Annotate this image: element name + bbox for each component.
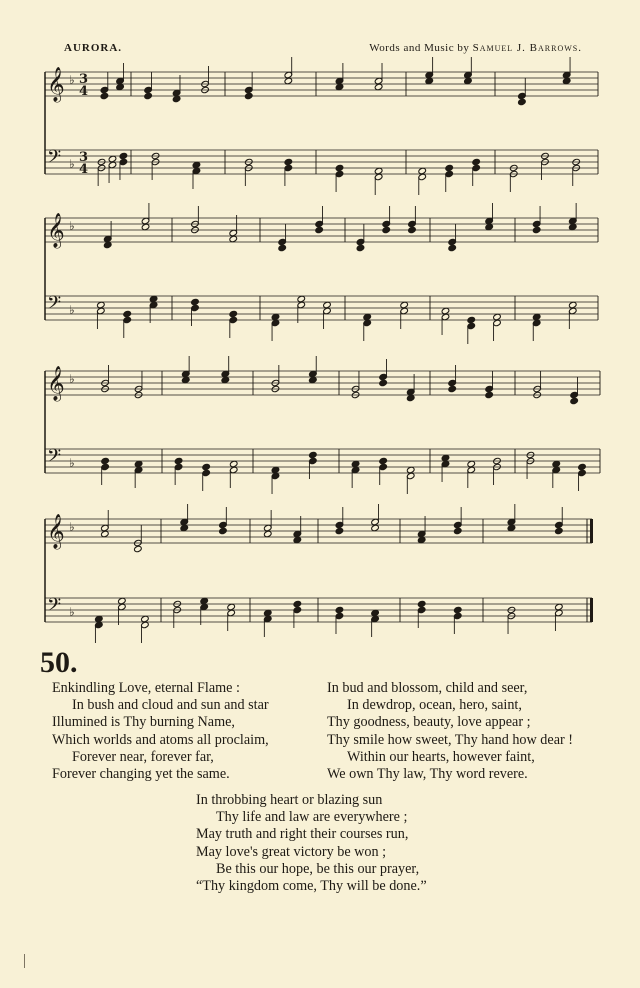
note-head [309, 451, 318, 458]
note-head [284, 77, 293, 84]
key-signature-flat-icon: ♭ [69, 73, 75, 87]
note-head [445, 164, 454, 171]
note-head [371, 609, 380, 616]
time-signature-top: 3 [79, 150, 89, 165]
stanza-2-line: Thy smile how sweet, Thy hand how dear ! [327, 731, 573, 748]
credit-author: Samuel J. Barrows. [472, 42, 582, 54]
note-head [552, 460, 561, 467]
note-head [578, 463, 587, 470]
music-system-1 [45, 57, 598, 195]
key-signature-flat-icon: ♭ [69, 456, 75, 470]
note-head [441, 307, 450, 314]
note-head [555, 603, 564, 610]
note-head [568, 223, 577, 230]
note-head [221, 376, 230, 383]
note-head [271, 466, 280, 473]
note-head [227, 603, 236, 610]
note-head [191, 298, 200, 305]
note-head [532, 226, 541, 233]
note-head [417, 536, 426, 543]
note-head [351, 460, 360, 467]
stanza-2-line: In dewdrop, ocean, hero, saint, [347, 697, 522, 714]
note-head [297, 295, 306, 302]
key-signature-flat-icon: ♭ [69, 372, 75, 386]
bass-clef-icon: 𝄢 [47, 595, 62, 620]
note-head [141, 615, 150, 622]
credit-prefix: Words and Music by [369, 42, 470, 54]
stanza-1-line: In bush and cloud and sun and star [72, 697, 269, 714]
stanza-3-line: May truth and right their courses run, [196, 826, 409, 843]
note-head [172, 95, 181, 102]
note-head [518, 98, 527, 105]
note-head [467, 460, 476, 467]
note-head [103, 241, 112, 248]
stanza-2-line: Within our hearts, however faint, [347, 748, 535, 765]
note-head [356, 244, 365, 251]
note-head [263, 609, 272, 616]
key-signature-flat-icon: ♭ [69, 157, 75, 171]
key-signature-flat-icon: ♭ [69, 520, 75, 534]
stanza-2-line: Thy goodness, beauty, love appear ; [327, 714, 531, 731]
note-head [493, 313, 502, 320]
note-head [174, 457, 183, 464]
note-head [278, 244, 287, 251]
treble-clef-icon: 𝄞 [47, 366, 65, 401]
note-head [293, 536, 302, 543]
note-head [229, 310, 238, 317]
note-head [417, 600, 426, 607]
stanza-3-line: In throbbing heart or blazing sun [196, 792, 383, 808]
note-head [453, 606, 462, 613]
margin-mark [24, 954, 25, 968]
note-head [441, 454, 450, 461]
note-head [323, 301, 332, 308]
key-signature-flat-icon: ♭ [69, 219, 75, 233]
note-head [408, 226, 417, 233]
note-head [293, 600, 302, 607]
stanza-1-line: Which worlds and atoms all proclaim, [52, 731, 269, 748]
note-head [315, 226, 324, 233]
stanza-3-line: “Thy kingdom come, Thy will be done.” [196, 878, 427, 895]
note-head [181, 376, 190, 383]
note-head [374, 167, 383, 174]
note-head [335, 527, 344, 534]
key-signature-flat-icon: ♭ [69, 303, 75, 317]
note-head [263, 530, 272, 537]
stanza-3-line: Thy life and law are everywhere ; [216, 809, 408, 826]
note-head [406, 466, 415, 473]
stanza-3 [196, 792, 427, 895]
note-head [485, 223, 494, 230]
treble-clef-icon: 𝄞 [47, 213, 65, 248]
treble-clef-icon: 𝄞 [47, 514, 65, 549]
note-head [532, 313, 541, 320]
note-head [425, 77, 434, 84]
note-head [374, 83, 383, 90]
hymn-number: 50. [40, 646, 78, 679]
note-head [119, 152, 128, 159]
stanza-1-line: Illumined is Thy burning Name, [52, 714, 235, 731]
note-head [229, 460, 238, 467]
music-system-3 [45, 356, 600, 494]
note-head [382, 226, 391, 233]
time-signature-top: 3 [79, 72, 89, 87]
note-head [418, 167, 427, 174]
note-head [335, 164, 344, 171]
note-head [108, 155, 117, 162]
time-signature-bottom: 4 [79, 162, 89, 177]
note-head [472, 158, 481, 165]
stanza-2-line: We own Thy law, Thy word revere. [327, 766, 528, 783]
note-head [485, 391, 494, 398]
music-system-4 [45, 504, 593, 643]
key-signature-flat-icon: ♭ [69, 605, 75, 619]
note-head [363, 313, 372, 320]
note-head [101, 530, 110, 537]
note-head [149, 295, 158, 302]
note-head [562, 77, 571, 84]
note-head [448, 244, 457, 251]
note-head [271, 313, 280, 320]
note-head [568, 301, 577, 308]
note-head [507, 524, 516, 531]
note-head [134, 545, 143, 552]
note-head [141, 223, 150, 230]
note-head [95, 615, 104, 622]
note-head [379, 379, 388, 386]
stanza-1 [52, 680, 269, 783]
treble-clef-icon: 𝄞 [47, 67, 65, 102]
note-head [371, 524, 380, 531]
note-head [448, 385, 457, 392]
note-head [400, 301, 409, 308]
stanza-1-line: Forever changing yet the same. [52, 766, 230, 783]
bass-clef-icon: 𝄢 [47, 446, 62, 471]
note-head [570, 397, 579, 404]
note-head [244, 92, 253, 99]
stanza-3-line: May love's great victory be won ; [196, 843, 387, 860]
note-head [464, 77, 473, 84]
note-head [406, 394, 415, 401]
note-head [379, 457, 388, 464]
note-head [134, 460, 143, 467]
note-head [202, 463, 211, 470]
note-head [335, 606, 344, 613]
note-head [180, 524, 189, 531]
stanza-3-line: Be this our hope, be this our prayer, [216, 860, 420, 877]
final-barline-thick [590, 519, 593, 543]
note-head [453, 527, 462, 534]
note-head [101, 457, 110, 464]
note-head [200, 597, 209, 604]
music-system-2 [45, 203, 598, 344]
note-head [284, 158, 293, 165]
bass-clef-icon: 𝄢 [47, 293, 62, 318]
note-head [229, 235, 238, 242]
stanza-1-line: Forever near, forever far, [72, 748, 214, 765]
time-signature-bottom: 4 [79, 84, 89, 99]
stanza-2-line: In bud and blossom, child and seer, [327, 680, 528, 696]
note-head [100, 92, 109, 99]
stanza-2 [327, 680, 573, 783]
note-head [219, 527, 228, 534]
note-head [309, 376, 318, 383]
note-head [555, 527, 564, 534]
note-head [118, 597, 127, 604]
note-head [467, 316, 476, 323]
note-head [97, 301, 106, 308]
note-head [123, 310, 132, 317]
note-head [144, 92, 153, 99]
bass-clef-icon: 𝄢 [47, 147, 62, 172]
stanza-1-line: Enkindling Love, eternal Flame : [52, 680, 240, 696]
note-head [192, 161, 201, 168]
final-barline-thick [590, 598, 593, 622]
tune-name: AURORA. [64, 42, 123, 54]
note-head [116, 83, 125, 90]
note-head [335, 83, 344, 90]
